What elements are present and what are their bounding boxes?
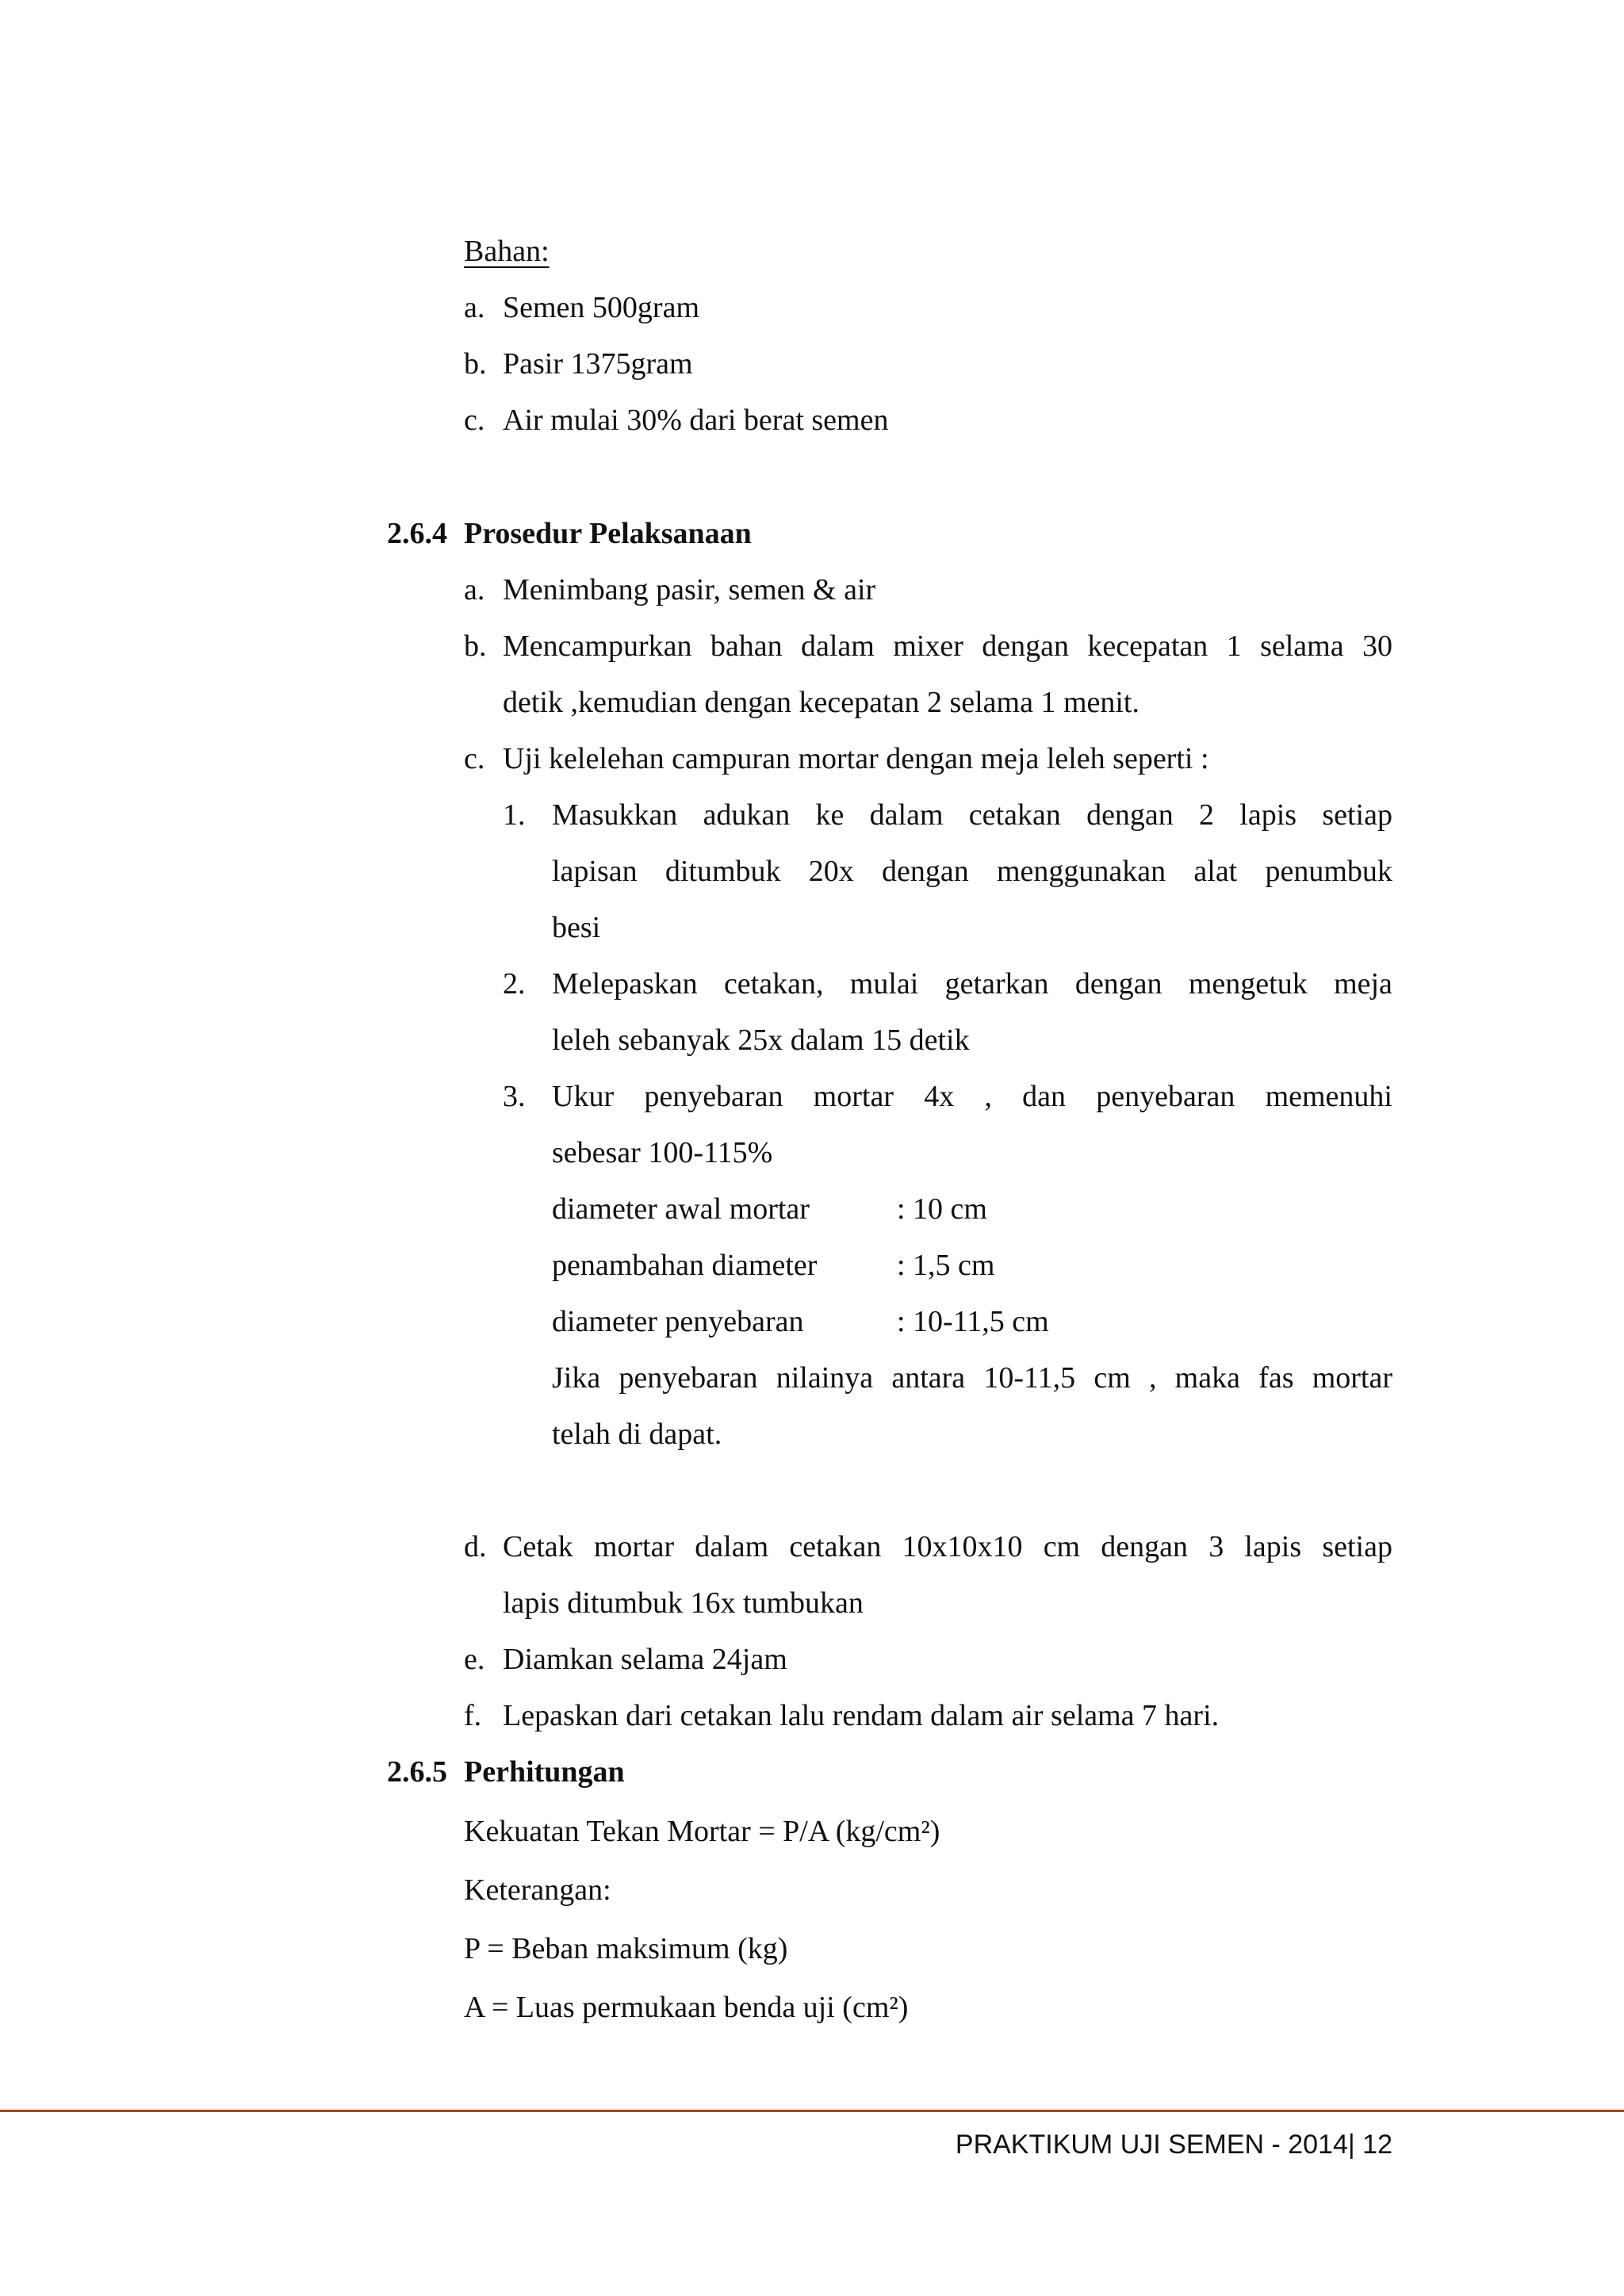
word: kecepatan — [1087, 629, 1208, 663]
word: lapisan — [552, 855, 638, 888]
word: alat — [1193, 855, 1238, 888]
bahan-marker-c: c. — [464, 404, 485, 437]
word: penumbuk — [1265, 855, 1392, 888]
word: mixer — [893, 629, 963, 663]
word: mulai — [849, 967, 919, 1001]
step-d-marker: d. — [464, 1530, 487, 1563]
step-d-line2: lapis ditumbuk 16x tumbukan — [503, 1586, 864, 1620]
word: dalam — [869, 798, 944, 832]
word: cetakan — [789, 1530, 882, 1563]
word: mortar — [1312, 1361, 1392, 1395]
word: Jika — [552, 1361, 601, 1395]
bahan-heading: Bahan: — [464, 235, 550, 268]
word: ke — [815, 798, 845, 832]
section-264-number: 2.6.4 — [387, 517, 447, 550]
word: cm — [1043, 1530, 1081, 1563]
step-e-marker: e. — [464, 1643, 485, 1676]
word: getarkan — [944, 967, 1049, 1001]
sub1-line1 — [552, 800, 1392, 830]
word: selama — [1260, 629, 1344, 663]
sub2-line1 — [552, 969, 1392, 999]
word: adukan — [703, 798, 791, 832]
sub3-note-line1 — [552, 1363, 1392, 1393]
footer-rule — [0, 2110, 1624, 2112]
word: 10x10x10 — [902, 1530, 1023, 1563]
word: 20x — [808, 855, 854, 888]
word: 3 — [1208, 1530, 1224, 1563]
word: nilainya — [776, 1361, 874, 1395]
word: menggunakan — [997, 855, 1166, 888]
step-f-text: Lepaskan dari cetakan lalu rendam dalam air selama 7 hari. — [503, 1699, 1220, 1732]
measure-value-1: : 10 cm — [897, 1192, 987, 1226]
word: 1 — [1226, 629, 1242, 663]
step-a-marker: a. — [464, 573, 485, 607]
bahan-item-b: Pasir 1375gram — [503, 347, 693, 381]
word: dengan — [882, 855, 969, 888]
word: 10-11,5 — [983, 1361, 1076, 1395]
word: cetakan — [968, 798, 1061, 832]
sub3-line2: sebesar 100-115% — [552, 1136, 773, 1169]
sub3-note-line2: telah di dapat. — [552, 1418, 722, 1451]
p-definition: P = Beban maksimum (kg) — [464, 1932, 788, 1965]
word: Cetak — [503, 1530, 573, 1563]
word: mengetuk — [1188, 967, 1308, 1001]
step-f-marker: f. — [464, 1699, 482, 1732]
keterangan-label: Keterangan: — [464, 1873, 611, 1907]
section-265-number: 2.6.5 — [387, 1755, 447, 1789]
sub1-line3: besi — [552, 911, 601, 944]
step-c-text: Uji kelelehan campuran mortar dengan meja leleh seperti : — [503, 742, 1209, 775]
word: dengan — [1101, 1530, 1189, 1563]
section-264-title: Prosedur Pelaksanaan — [464, 517, 752, 550]
step-a-text: Menimbang pasir, semen & air — [503, 573, 876, 607]
word: Melepaskan — [552, 967, 698, 1001]
word: memenuhi — [1265, 1080, 1392, 1113]
formula: Kekuatan Tekan Mortar = P/A (kg/cm²) — [464, 1815, 940, 1848]
bahan-item-a: Semen 500gram — [503, 291, 700, 324]
word: Masukkan — [552, 798, 678, 832]
step-b-line1 — [503, 631, 1392, 661]
word: dalam — [695, 1530, 769, 1563]
a-definition: A = Luas permukaan benda uji (cm²) — [464, 1991, 909, 2024]
word: Mencampurkan — [503, 629, 692, 663]
bahan-marker-a: a. — [464, 291, 485, 324]
step-b-line2: detik ,kemudian dengan kecepatan 2 selama 1 menit. — [503, 686, 1139, 719]
bahan-marker-b: b. — [464, 347, 487, 381]
measure-value-2: : 1,5 cm — [897, 1249, 995, 1282]
measure-value-3: : 10-11,5 cm — [897, 1305, 1049, 1338]
word: dalam — [800, 629, 875, 663]
step-e-text: Diamkan selama 24jam — [503, 1643, 787, 1676]
word: , — [1148, 1361, 1157, 1395]
section-265-title: Perhitungan — [464, 1755, 625, 1789]
word: mortar — [593, 1530, 675, 1563]
word: lapis — [1244, 1530, 1302, 1563]
word: dengan — [1074, 967, 1162, 1001]
word: penyebaran — [644, 1080, 783, 1113]
step-b-marker: b. — [464, 629, 487, 663]
word: setiap — [1322, 1530, 1392, 1563]
sub3-line1 — [552, 1081, 1392, 1112]
word: maka — [1174, 1361, 1240, 1395]
word: cm — [1094, 1361, 1131, 1395]
sub2-marker: 2. — [503, 967, 526, 1001]
word: mortar — [813, 1080, 894, 1113]
sub1-line2 — [552, 856, 1392, 886]
measure-label-2: penambahan diameter — [552, 1249, 818, 1282]
word: meja — [1334, 967, 1392, 1001]
sub3-marker: 3. — [503, 1080, 526, 1113]
step-d-line1 — [503, 1532, 1392, 1562]
word: 2 — [1199, 798, 1215, 832]
word: Ukur — [552, 1080, 615, 1113]
word: penyebaran — [1096, 1080, 1235, 1113]
word: lapis — [1239, 798, 1297, 832]
word: 30 — [1362, 629, 1392, 663]
word: dengan — [1086, 798, 1174, 832]
word: penyebaran — [619, 1361, 758, 1395]
word: fas — [1258, 1361, 1294, 1395]
word: bahan — [710, 629, 783, 663]
word: antara — [891, 1361, 966, 1395]
word: dan — [1022, 1080, 1066, 1113]
bahan-item-c: Air mulai 30% dari berat semen — [503, 404, 889, 437]
word: dengan — [982, 629, 1069, 663]
footer-text: PRAKTIKUM UJI SEMEN - 2014| 12 — [955, 2130, 1392, 2160]
measure-label-3: diameter penyebaran — [552, 1305, 804, 1338]
word: cetakan, — [723, 967, 824, 1001]
word: , — [984, 1080, 992, 1113]
word: setiap — [1322, 798, 1392, 832]
word: ditumbuk — [665, 855, 781, 888]
step-c-marker: c. — [464, 742, 485, 775]
word: 4x — [924, 1080, 955, 1113]
sub2-line2: leleh sebanyak 25x dalam 15 detik — [552, 1024, 970, 1057]
measure-label-1: diameter awal mortar — [552, 1192, 810, 1226]
sub1-marker: 1. — [503, 798, 526, 832]
